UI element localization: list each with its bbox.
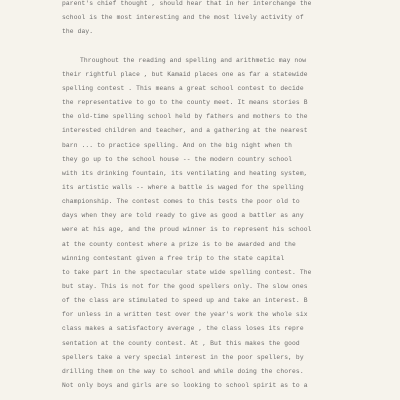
text-line: the representative to go to the county meet. It means stories B — [62, 99, 308, 107]
text-line: Throughout the reading and spelling and arithmetic may now — [80, 56, 307, 64]
text-line: days when they are told ready to give as good a battler as any — [62, 212, 304, 220]
text-line: at the county contest where a prize is to be awarded and the — [62, 240, 296, 248]
text-line: to take part in the spectacular state wide spelling contest. The — [62, 268, 312, 276]
text-line: parent's chief thought , should hear that in her interchange the — [62, 0, 312, 7]
text-line: spellers take a very special interest in the poor spellers, by — [62, 353, 304, 361]
text-line: they go up to the school house -- the modern country school — [62, 155, 293, 163]
text-line: school is the most interesting and the most lively activity of — [62, 14, 304, 22]
text-line: but stay. This is not for the good spellers only. The slow ones — [62, 283, 308, 290]
text-line: the old-time spelling school held by fathers and mothers to the — [62, 113, 308, 121]
text-line: their rightful place , but Kamaid places one as far a statewide — [62, 70, 308, 78]
text-line: interested children and teacher, and a gathering at the nearest — [62, 127, 308, 135]
text-line: drilling them on the way to school and while doing the chores. — [62, 367, 304, 375]
text-line: the day. — [62, 28, 94, 36]
text-line: with its drinking fountain, its ventilating and heating system, — [62, 169, 308, 177]
text-line: class makes a satisfactory average , the class loses its repre — [62, 325, 304, 333]
text-line: championship. The contest comes to this tests the poor old to — [62, 198, 300, 206]
text-line: Not only boys and girls are so looking to school spirit as to a — [62, 382, 308, 390]
text-line: sentation at the county contest. At , But this makes the good — [62, 339, 300, 347]
text-line: for unless in a written test over the year's work the whole six — [62, 311, 308, 319]
text-line: its artistic walls -- where a battle is waged for the spelling — [62, 183, 304, 191]
text-line: winning contestant given a free trip to the state capital — [62, 254, 285, 262]
text-line: barn ... to practice spelling. And on the big night when th — [62, 141, 293, 149]
text-line: were at his age, and the proud winner is to represent his school — [62, 226, 312, 234]
text-line: spelling contest . This means a great school contest to decide — [62, 84, 304, 92]
text-line: of the class are stimulated to speed up and take an interest. B — [62, 297, 308, 305]
